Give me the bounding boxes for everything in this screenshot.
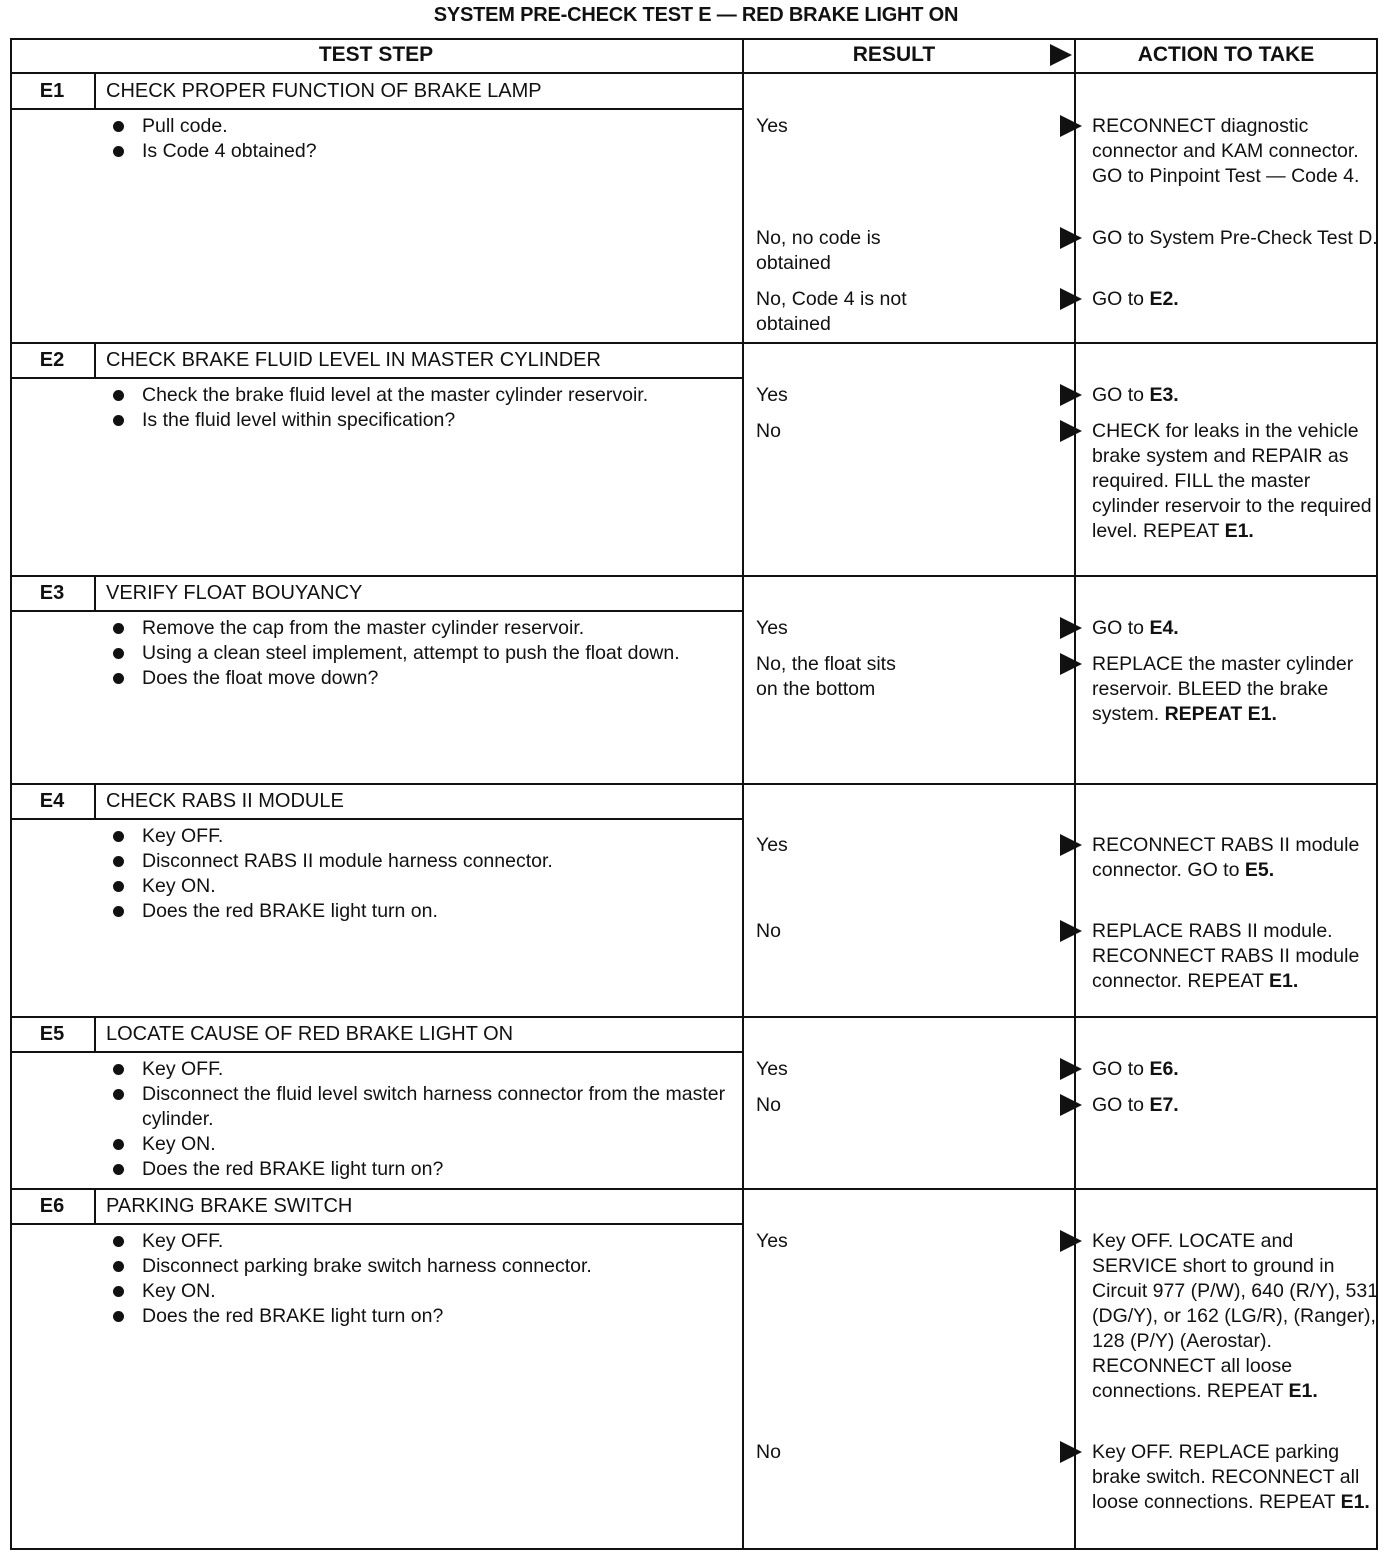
action-text: REPLACE the master cylinder reservoir. BLEED the brake system. REPEAT E1. [1092,653,1354,725]
header-test-step: TEST STEP [318,43,434,66]
step-id: E6 [39,1195,65,1217]
table-header [10,38,1378,74]
step-reference: E2. [1149,288,1179,310]
action-text: Key OFF. REPLACE parking brake switch. RECONNECT all loose connections. REPEAT E1. [1092,1441,1370,1513]
bullet-item: Does the red BRAKE light turn on? [106,1304,726,1329]
action-text: GO to E2. [1092,288,1179,310]
step-title-underline [10,610,742,612]
result-text: No [756,1441,781,1463]
step-title-underline [10,1051,742,1053]
step-id-divider [94,343,96,379]
step-reference: E4. [1149,617,1179,639]
step-id-divider [94,1017,96,1053]
action-text: GO to E4. [1092,617,1179,639]
result-text: No [756,420,781,442]
step-reference: E5. [1244,859,1275,881]
result-arrow-icon [1060,115,1082,137]
bullet-item: Does the red BRAKE light turn on. [106,899,726,924]
step-id-divider [94,1189,96,1225]
step-title-underline [10,818,742,820]
step-id: E3 [39,582,65,604]
bullet-item: Is Code 4 obtained? [106,139,726,164]
bullet-item: Key OFF. [106,824,726,849]
step-reference: E1. [1224,520,1254,542]
header-arrow-icon [1050,44,1072,66]
result-text: Yes [756,1230,788,1252]
result-text: No, Code 4 is not obtained [756,288,907,335]
step-reference: E1. [1340,1491,1370,1513]
step-bullets [106,383,726,433]
action-text: GO to E7. [1092,1094,1179,1116]
bullet-item: Key ON. [106,1279,726,1304]
step-title: PARKING BRAKE SWITCH [106,1195,353,1217]
action-text: CHECK for leaks in the vehicle brake system and REPAIR as required. FILL the master cylinder reservoir to the required level. REPEAT E1. [1092,420,1372,542]
step-bullets [106,824,726,924]
step-reference: E3. [1149,384,1179,406]
step-bullets [106,1229,726,1329]
step-reference: E7. [1149,1094,1179,1116]
step-bullets [106,1057,726,1182]
action-text: RECONNECT diagnostic connector and KAM connector. GO to Pinpoint Test — Code 4. [1092,115,1360,187]
bullet-item: Key OFF. [106,1057,726,1082]
bullet-item: Is the fluid level within specification? [106,408,726,433]
page-title: SYSTEM PRE-CHECK TEST E — RED BRAKE LIGHT ON [433,4,959,26]
action-text: REPLACE RABS II module. RECONNECT RABS II module connector. REPEAT E1. [1092,920,1360,992]
result-arrow-icon [1060,834,1082,856]
bullet-item: Disconnect RABS II module harness connector. [106,849,726,874]
action-text: RECONNECT RABS II module connector. GO to E5. [1092,834,1360,881]
result-arrow-icon [1060,288,1082,310]
result-text: No, no code is obtained [756,227,881,274]
bullet-item: Disconnect parking brake switch harness connector. [106,1254,726,1279]
step-title: CHECK RABS II MODULE [106,790,344,812]
action-text: GO to System Pre-Check Test D. [1092,227,1378,249]
header-action: ACTION TO TAKE [1137,43,1315,66]
bullet-item: Disconnect the fluid level switch harness connector from the master cylinder. [106,1082,726,1132]
step-bullets [106,616,726,691]
step-reference: E6. [1149,1058,1179,1080]
step-title: CHECK BRAKE FLUID LEVEL IN MASTER CYLINDER [106,349,601,371]
step-bullets [106,114,726,164]
step-id-divider [94,576,96,612]
step-reference: E1. [1288,1380,1318,1402]
result-arrow-icon [1060,1441,1082,1463]
result-text: No [756,920,781,942]
step-title-underline [10,1223,742,1225]
bullet-item: Check the brake fluid level at the master cylinder reservoir. [106,383,726,408]
result-arrow-icon [1060,384,1082,406]
step-id: E1 [39,80,65,102]
result-text: Yes [756,834,788,856]
result-text: Yes [756,617,788,639]
result-text: No [756,1094,781,1116]
header-result: RESULT [852,43,936,66]
step-id-divider [94,784,96,820]
bullet-item: Does the red BRAKE light turn on? [106,1157,726,1182]
result-arrow-icon [1060,227,1082,249]
step-title: LOCATE CAUSE OF RED BRAKE LIGHT ON [106,1023,514,1045]
action-text: GO to E3. [1092,384,1179,406]
result-text: Yes [756,1058,788,1080]
result-arrow-icon [1060,1058,1082,1080]
step-id: E2 [39,349,65,371]
step-id: E4 [39,790,65,812]
step-title: CHECK PROPER FUNCTION OF BRAKE LAMP [106,80,542,102]
step-reference: REPEAT E1. [1164,703,1277,725]
result-text: No, the float sits on the bottom [756,653,896,700]
bullet-item: Using a clean steel implement, attempt to push the float down. [106,641,726,666]
step-row [10,74,1378,343]
bullet-item: Pull code. [106,114,726,139]
result-arrow-icon [1060,1230,1082,1252]
bullet-item: Key ON. [106,874,726,899]
action-text: Key OFF. LOCATE and SERVICE short to ground in Circuit 977 (P/W), 640 (R/Y), 531 (DG/Y), or 162 (LG/R), (Ranger), 128 (P/Y) (Aerostar). RECONNECT all loose connections. REPEAT E1. [1092,1230,1379,1402]
bullet-item: Key ON. [106,1132,726,1157]
bullet-item: Remove the cap from the master cylinder reservoir. [106,616,726,641]
step-row [10,343,1378,576]
result-text: Yes [756,384,788,406]
step-title-underline [10,108,742,110]
result-arrow-icon [1060,920,1082,942]
step-row [10,1017,1378,1189]
step-row [10,1189,1378,1550]
bullet-item: Does the float move down? [106,666,726,691]
result-arrow-icon [1060,617,1082,639]
action-text: GO to E6. [1092,1058,1179,1080]
bullet-item: Key OFF. [106,1229,726,1254]
result-arrow-icon [1060,1094,1082,1116]
step-id-divider [94,74,96,110]
step-row [10,576,1378,784]
result-arrow-icon [1060,653,1082,675]
step-title: VERIFY FLOAT BOUYANCY [106,582,363,604]
step-reference: E1. [1269,970,1299,992]
result-arrow-icon [1060,420,1082,442]
step-id: E5 [39,1023,65,1045]
step-row [10,784,1378,1017]
step-title-underline [10,377,742,379]
result-text: Yes [756,115,788,137]
